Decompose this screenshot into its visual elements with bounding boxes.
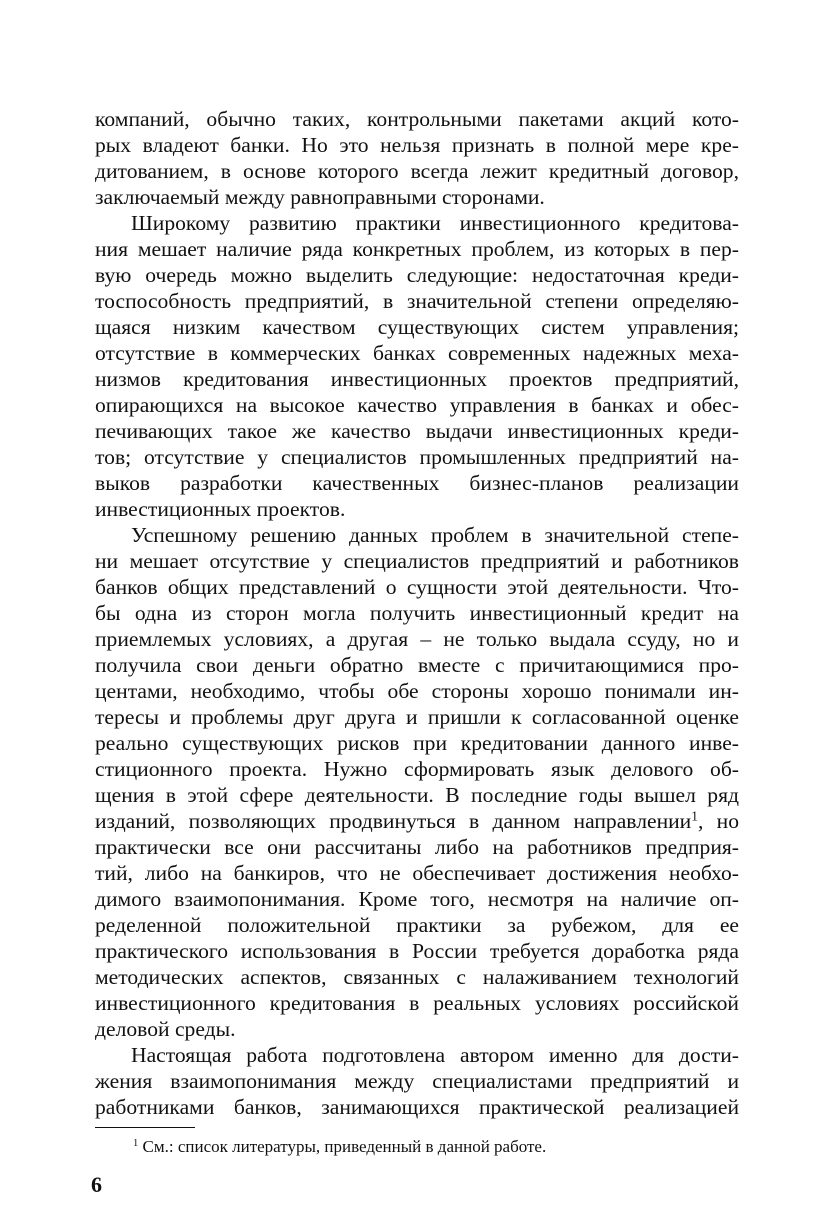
text-line: бы одна из сторон могла получить инвестиционный кредит на (95, 601, 739, 625)
footnote-divider (95, 1127, 195, 1128)
text-line: реально существующих рисков при кредитовании данного инве- (95, 731, 739, 755)
text-line: стиционного проекта. Нужно сформировать язык делового об- (95, 757, 739, 781)
text-segment: , но (697, 809, 740, 833)
text-line: тересы и проблемы друг друга и пришли к согласованной оценке (95, 705, 739, 729)
text-line: центами, необходимо, чтобы обе стороны хорошо понимали ин- (95, 679, 739, 703)
text-line: щаяся низким качеством существующих систем управления; (95, 315, 739, 339)
text-line: инвестиционных проектов. (95, 497, 346, 521)
text-line: тий, либо на банкиров, что не обеспечивает достижения необхо- (95, 861, 739, 885)
text-line: тоспособность предприятий, в значительной степени определяю- (95, 289, 739, 313)
text-line: ния мешает наличие ряда конкретных проблем, из которых в пер- (95, 237, 739, 261)
text-line: инвестиционного кредитования в реальных условиях российской (95, 991, 739, 1015)
text-line: компаний, обычно таких, контрольными пакетами акций кото- (95, 107, 739, 131)
text-line: работниками банков, занимающихся практической реализацией (95, 1095, 739, 1119)
paragraph-first-line: Настоящая работа подготовлена автором именно для дости- (131, 1043, 739, 1067)
text-line: щения в этой сфере деятельности. В последние годы вышел ряд (95, 783, 739, 807)
text-line: тов; отсутствие у специалистов промышленных предприятий на- (95, 445, 739, 469)
footnote-text: См.: список литературы, приведенный в данной работе. (138, 1137, 547, 1156)
text-line-with-footnote-ref (95, 808, 739, 834)
text-line: печивающих такое же качество выдачи инвестиционных креди- (95, 419, 739, 443)
text-line: получила свои деньги обратно вместе с причитающимися про- (95, 653, 739, 677)
footnote-marker: 1 (133, 1138, 139, 1150)
text-line: деловой среды. (95, 1017, 236, 1041)
page-number: 6 (91, 1172, 102, 1197)
text-line: методических аспектов, связанных с налаживанием технологий (95, 965, 739, 989)
text-segment: изданий, позволяющих продвинуться в данном направлении (95, 809, 692, 833)
text-line: жения взаимопонимания между специалистами предприятий и (95, 1069, 739, 1093)
text-line: низмов кредитования инвестиционных проектов предприятий, (95, 367, 739, 391)
text-line: банков общих представлений о сущности этой деятельности. Что- (95, 575, 739, 599)
text-line: выков разработки качественных бизнес-планов реализации (95, 471, 739, 495)
text-line: отсутствие в коммерческих банках современных надежных меха- (95, 341, 739, 365)
text-line: дитованием, в основе которого всегда лежит кредитный договор, (95, 159, 739, 183)
text-line: ни мешает отсутствие у специалистов предприятий и работников (95, 549, 739, 573)
text-line: вую очередь можно выделить следующие: недостаточная креди- (95, 263, 739, 287)
text-line: практически все они рассчитаны либо на работников предприя- (95, 835, 739, 859)
text-line: рых владеют банки. Но это нельзя признать в полной мере кре- (95, 133, 739, 157)
footnote-reference[interactable]: 1 (691, 808, 698, 824)
text-line: практического использования в России требуется доработка ряда (95, 939, 739, 963)
text-line: опирающихся на высокое качество управления в банках и обес- (95, 393, 739, 417)
text-line: ределенной положительной практики за рубежом, для ее (95, 913, 739, 937)
paragraph-first-line: Успешному решению данных проблем в значительной степе- (131, 523, 739, 547)
footnote (133, 1136, 546, 1158)
text-line: димого взаимопонимания. Кроме того, несмотря на наличие оп- (95, 887, 739, 911)
text-line: приемлемых условиях, а другая – не только выдала ссуду, но и (95, 627, 739, 651)
paragraph-first-line: Широкому развитию практики инвестиционного кредитова- (131, 211, 739, 235)
text-line: заключаемый между равноправными сторонами. (95, 185, 545, 209)
